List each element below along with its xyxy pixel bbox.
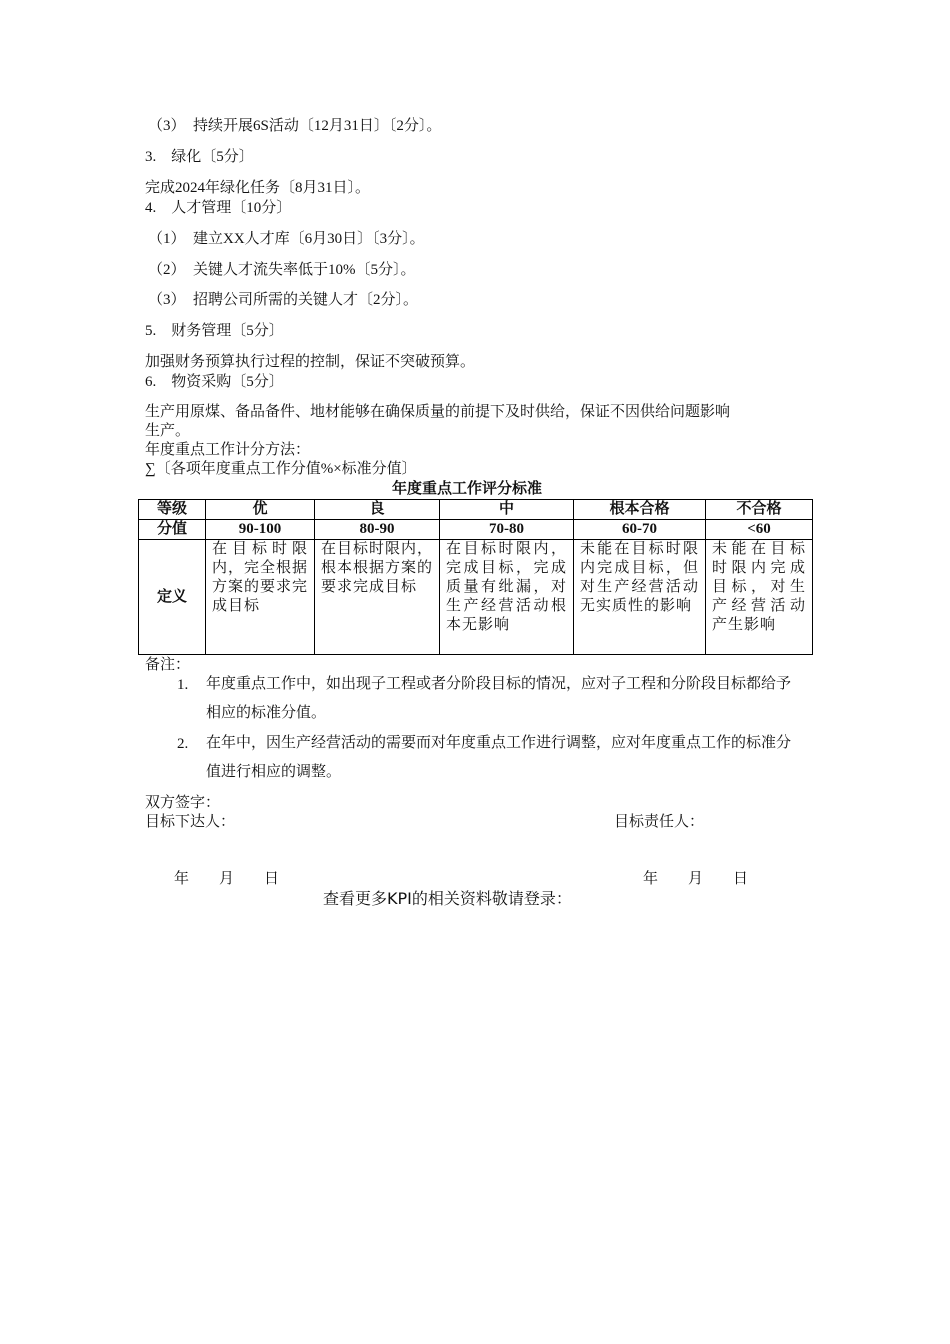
definition-cell: 未能在目标时限内完成目标，对生产经营活动产生影响 — [706, 540, 813, 655]
note-number: 1. — [177, 677, 189, 693]
score-cell: 80-90 — [315, 520, 440, 540]
task-6s-activity: （3） 持续开展6S活动〔12月31日〕〔2分〕。 — [148, 118, 442, 134]
grade-cell: 不合格 — [706, 500, 813, 520]
section-procurement: 6. 物资采购〔5分〕 — [145, 374, 284, 390]
talent-item-3: （3） 招聘公司所需的关键人才〔2分〕。 — [148, 292, 419, 308]
grade-cell: 优 — [206, 500, 315, 520]
definition-cell: 未能在目标时限内完成目标，但对生产经营活动无实质性的影响 — [574, 540, 706, 655]
section-greening: 3. 绿化〔5分〕 — [145, 149, 254, 165]
row-header-definition: 定义 — [139, 540, 206, 655]
issuer-label: 目标下达人： — [145, 814, 236, 830]
section-finance: 5. 财务管理〔5分〕 — [145, 323, 284, 339]
note-text: 在年中，因生产经营活动的需要而对年度重点工作进行调整，应对年度重点工作的标准分值进行相应的调整。 — [206, 735, 792, 780]
grade-cell: 良 — [315, 500, 440, 520]
table-row-definition — [139, 540, 813, 655]
definition-cell: 在目标时限内，完全根据方案的要求完成目标 — [206, 540, 315, 655]
row-header-grade: 等级 — [139, 500, 206, 520]
definition-cell: 在目标时限内，完成目标，完成质量有纰漏，对生产经营活动根本无影响 — [440, 540, 574, 655]
note-text: 年度重点工作中，如出现子工程或者分阶段目标的情况，应对子工程和分阶段目标都给予相应的标准分值。 — [206, 676, 792, 721]
talent-item-2: （2） 关键人才流失率低于10%〔5分〕。 — [148, 262, 416, 278]
scoring-formula: ∑〔各项年度重点工作分值%×标准分值〕 — [145, 461, 417, 477]
score-cell: <60 — [706, 520, 813, 540]
score-cell: 90-100 — [206, 520, 315, 540]
procurement-task-line1: 生产用原煤、备品备件、地材能够在确保质量的前提下及时供给，保证不因供给问题影响 — [145, 404, 731, 420]
grade-table — [138, 499, 813, 655]
grade-cell: 中 — [440, 500, 574, 520]
section-talent: 4. 人才管理〔10分〕 — [145, 200, 292, 216]
score-cell: 70-80 — [440, 520, 574, 540]
score-cell: 60-70 — [574, 520, 706, 540]
table-row-grade — [139, 500, 813, 520]
signature-label: 双方签字： — [145, 795, 221, 811]
definition-cell: 在目标时限内，根本根据方案的要求完成目标 — [315, 540, 440, 655]
table-title: 年度重点工作评分标准 — [392, 481, 543, 497]
date-left: 年 月 日 — [174, 871, 280, 887]
notes-label: 备注： — [145, 657, 191, 673]
talent-item-1: （1） 建立XX人才库〔6月30日〕〔3分〕。 — [148, 231, 425, 247]
greening-task: 完成2024年绿化任务〔8月31日〕。 — [145, 180, 371, 196]
table-row-score — [139, 520, 813, 540]
procurement-task-line2: 生产。 — [145, 423, 191, 439]
grade-cell: 根本合格 — [574, 500, 706, 520]
note-number: 2. — [177, 736, 189, 752]
footer-login-prompt: 查看更多KPI的相关资料敬请登录： — [323, 889, 572, 908]
date-right: 年 月 日 — [643, 871, 749, 887]
scoring-method-label: 年度重点工作计分方法： — [145, 442, 311, 458]
responsible-label: 目标责任人： — [614, 814, 705, 830]
row-header-score: 分值 — [139, 520, 206, 540]
finance-task: 加强财务预算执行过程的控制，保证不突破预算。 — [145, 354, 476, 370]
